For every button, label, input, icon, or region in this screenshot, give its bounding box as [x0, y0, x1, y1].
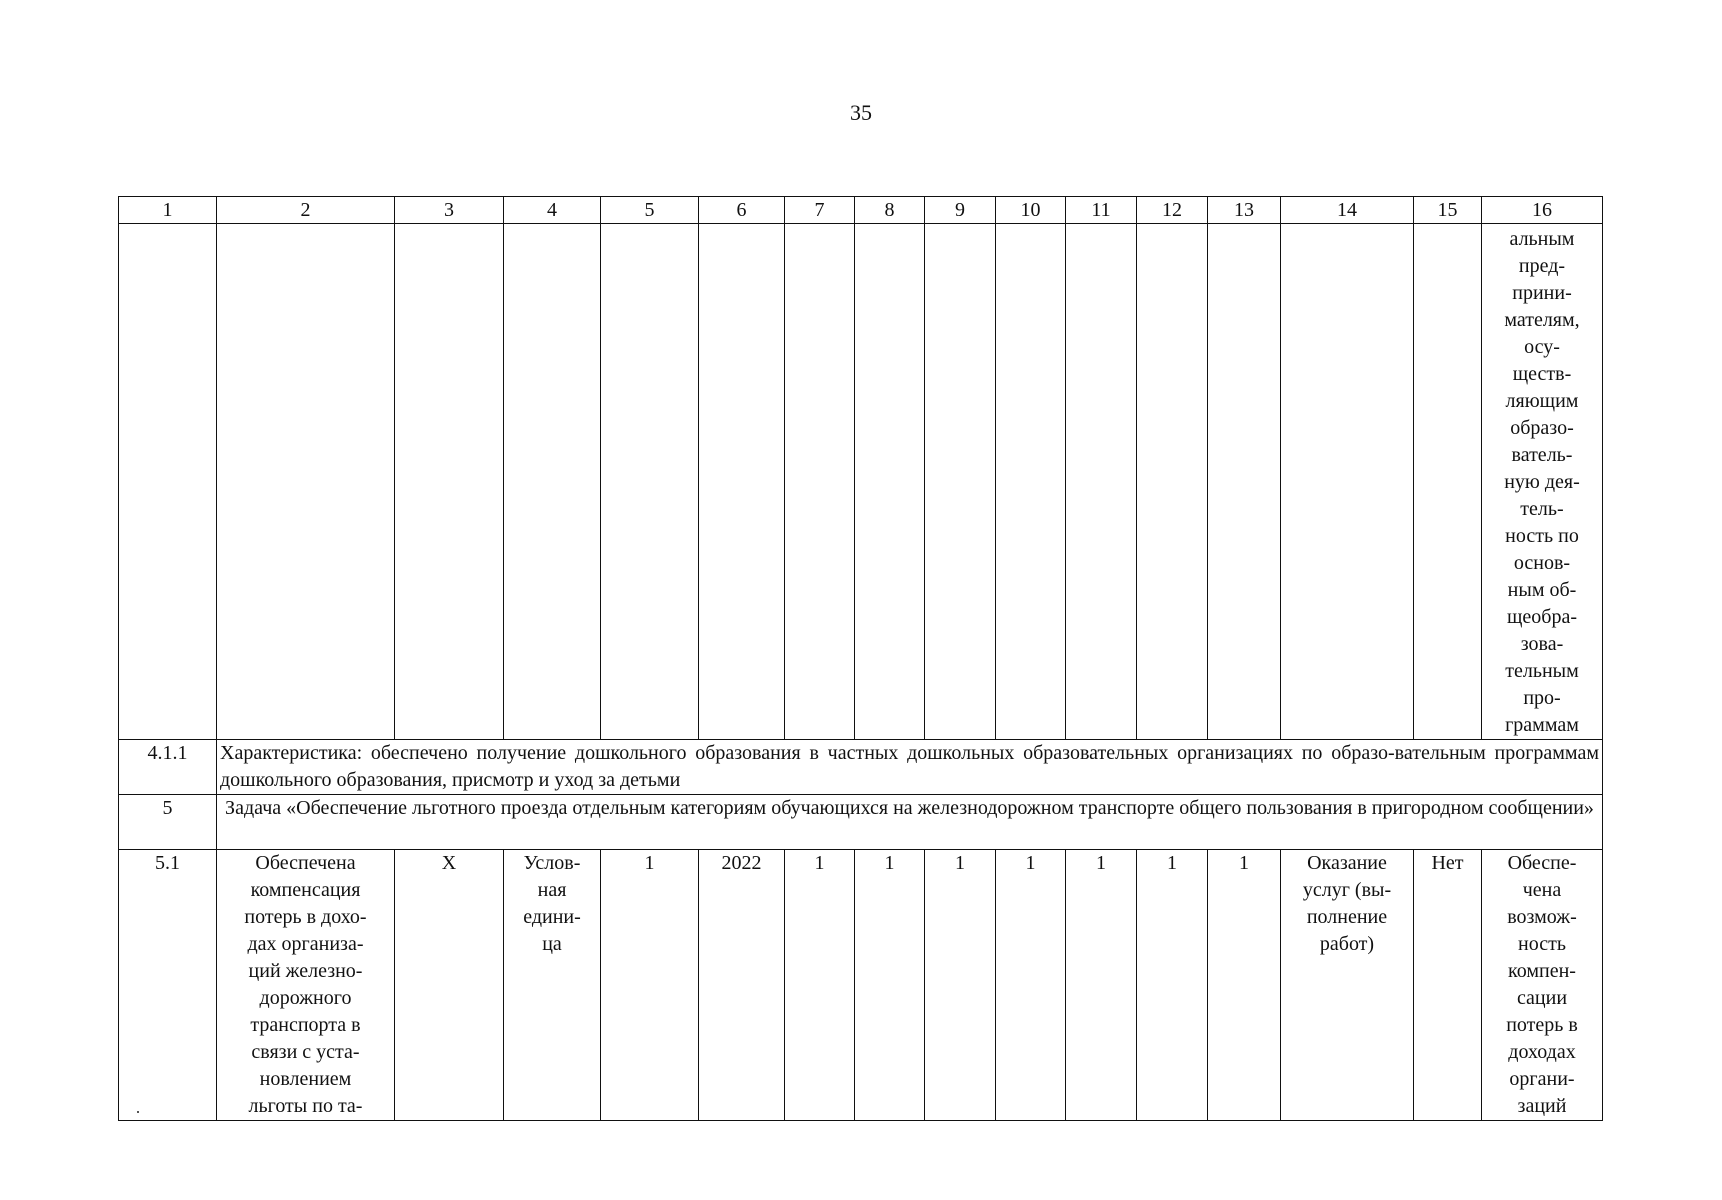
task-row-5 — [119, 795, 1603, 850]
table-cell — [119, 224, 217, 740]
cell-line: компен- — [1508, 960, 1576, 982]
cell-line: сации — [1516, 987, 1568, 1009]
cell-line: потерь в дохо- — [244, 906, 367, 928]
cell-line: про- — [1523, 687, 1561, 709]
cell-line: транспорта в — [250, 1014, 361, 1036]
result-description-cell — [217, 850, 395, 1121]
cell-line: ций железно- — [248, 960, 363, 982]
table-cell — [996, 224, 1066, 740]
cell-line: чена — [1522, 879, 1562, 901]
cell-line: образо- — [1510, 417, 1574, 439]
cell-line: едини- — [523, 906, 581, 928]
table-cell — [1137, 224, 1208, 740]
table-cell: 1 — [1066, 850, 1137, 1121]
column-header: 11 — [1066, 197, 1137, 224]
column-header: 16 — [1482, 197, 1603, 224]
cell-line: компенсация — [250, 879, 361, 901]
cell-line: дорожного — [259, 987, 352, 1009]
table-cell: 1 — [1137, 850, 1208, 1121]
column-header: 12 — [1137, 197, 1208, 224]
column-header: 13 — [1208, 197, 1281, 224]
document-table — [118, 196, 1603, 1121]
column-header: 10 — [996, 197, 1066, 224]
table-cell — [1066, 224, 1137, 740]
table-cell: 1 — [601, 850, 699, 1121]
table-cell — [855, 224, 925, 740]
table-cell: 1 — [925, 850, 996, 1121]
row-number: 4.1.1 — [119, 740, 217, 795]
column-header: 15 — [1414, 197, 1482, 224]
cell-line: ность — [1518, 933, 1566, 955]
cell-line: доходах — [1508, 1041, 1576, 1063]
characteristic-row-4-1-1 — [119, 740, 1603, 795]
table-cell — [1208, 224, 1281, 740]
cell-line: услуг (вы- — [1302, 879, 1392, 901]
cell-line: ватель- — [1511, 444, 1573, 466]
cell-line: альным — [1509, 228, 1575, 250]
cell-line: ность по — [1505, 525, 1579, 547]
cell-line: тель- — [1520, 498, 1564, 520]
cell-line: органи- — [1509, 1068, 1575, 1090]
cell-line: прини- — [1512, 282, 1572, 304]
cell-line: дах организа- — [247, 933, 364, 955]
cell-line: щеобра- — [1507, 606, 1577, 628]
cell-line: основ- — [1513, 552, 1571, 574]
cell-line: мателям, — [1504, 309, 1580, 331]
table-cell: 1 — [996, 850, 1066, 1121]
table-cell: 1 — [1208, 850, 1281, 1121]
continuation-text-cell — [1482, 224, 1603, 740]
column-header: 6 — [699, 197, 785, 224]
table-cell — [217, 224, 395, 740]
column-header: 14 — [1281, 197, 1414, 224]
cell-line: связи с уста- — [251, 1041, 360, 1063]
cell-line: ляющим — [1505, 390, 1579, 412]
cell-line: заций — [1517, 1095, 1567, 1117]
cell-line: ществ- — [1512, 363, 1572, 385]
cell-line: тельным — [1505, 660, 1579, 682]
task-text: Задача «Обеспечение льготного проезда отдельным категориям обучающихся на железнодорожном транспорте общего пользования в пригородном сообщении» — [217, 795, 1603, 850]
cell-line: Обеспечена — [255, 852, 356, 874]
column-header: 7 — [785, 197, 855, 224]
table-cell — [699, 224, 785, 740]
unit-cell — [504, 850, 601, 1121]
page-number: 35 — [850, 100, 872, 125]
table-cell — [601, 224, 699, 740]
column-header: 1 — [119, 197, 217, 224]
data-row-5-1 — [119, 850, 1603, 1121]
characteristic-cell — [1482, 850, 1603, 1121]
cell-line: Услов- — [523, 852, 581, 874]
cell-line: потерь в — [1506, 1014, 1578, 1036]
cell-line: ца — [542, 933, 562, 955]
table-cell — [1281, 224, 1414, 740]
table-cell — [785, 224, 855, 740]
cell-line: Обеспе- — [1507, 852, 1577, 874]
table-cell: Х — [395, 850, 504, 1121]
table-cell: 1 — [855, 850, 925, 1121]
continuation-row — [119, 224, 1603, 740]
result-type-cell — [1281, 850, 1414, 1121]
cell-line: пред- — [1518, 255, 1566, 277]
column-number-row — [119, 197, 1603, 224]
characteristic-text: Характеристика: обеспечено получение дошкольного образования в частных дошкольных образовательных организациях по образо-вательным программам дошкольного образования, присмотр и уход за детьми — [217, 740, 1603, 795]
row-number: 5.1 — [119, 850, 217, 1121]
cell-line: осу- — [1524, 336, 1560, 358]
table-cell — [504, 224, 601, 740]
cell-line: ным об- — [1507, 579, 1577, 601]
table-cell — [925, 224, 996, 740]
cell-line: полнение — [1306, 906, 1388, 928]
cell-line: граммам — [1505, 714, 1579, 736]
cell-line: льготы по та- — [248, 1095, 363, 1117]
column-header: 4 — [504, 197, 601, 224]
cell-line: зова- — [1520, 633, 1564, 655]
row-number: 5 — [119, 795, 217, 850]
year-cell: 2022 — [699, 850, 785, 1121]
cell-line: возмож- — [1507, 906, 1577, 928]
cell-line: ная — [537, 879, 567, 901]
cell-line: ную дея- — [1504, 471, 1580, 493]
column-header: 2 — [217, 197, 395, 224]
table-cell — [395, 224, 504, 740]
table-cell — [1414, 224, 1482, 740]
column-header: 8 — [855, 197, 925, 224]
column-header: 9 — [925, 197, 996, 224]
cell-line: работ) — [1319, 933, 1375, 955]
cell-line: новлением — [259, 1068, 352, 1090]
table-cell: 1 — [785, 850, 855, 1121]
cell-line: Оказание — [1307, 852, 1387, 874]
column-header: 5 — [601, 197, 699, 224]
table-cell: Нет — [1414, 850, 1482, 1121]
scan-speck — [137, 1111, 139, 1113]
column-header: 3 — [395, 197, 504, 224]
